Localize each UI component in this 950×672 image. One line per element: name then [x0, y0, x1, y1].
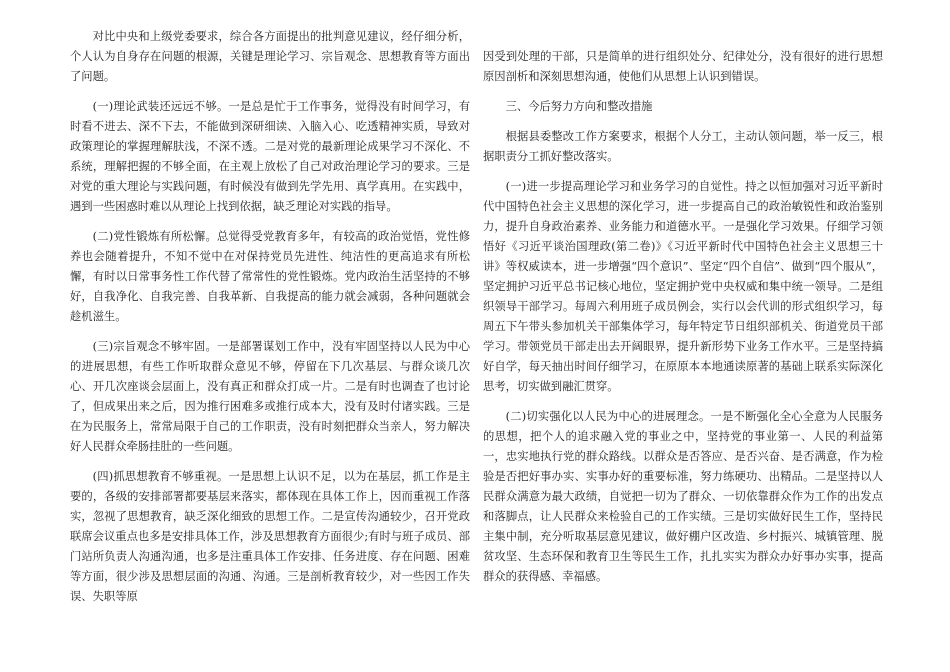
- right-column: [483, 47, 883, 597]
- continuation-paragraph: 因受到处理的干部，只是简单的进行组织处分、纪律处分，没有很好的进行思想原因剖析和深刻思想沟通，使他们从思想上认识到错误。: [483, 50, 883, 83]
- section-theory-paragraph: (一)理论武装还远远不够。一是总是忙于工作事务，觉得没有时间学习，有时看不进去、深不下去，不能做到深研细读、入脑入心、吃透精神实质，导致对政策理论的掌握理解肤浅，不深不透。二是对党的最新理论成果学习不深化、不系统，理解把握的不够全面，在主观上放松了自己对政治理论学习的要求。三是对党的重大理论与实践问题，有时候没有做到先学先用、真学真用。在实践中，遇到一些困惑时难以从理论上找到依据，缺乏理论对实践的指导。: [70, 100, 470, 213]
- section-party-spirit-paragraph: (二)党性锻炼有所松懈。总觉得受党教育多年，有较高的政治觉悟，党性修养也会随着提升，不知不觉中在对保持党员先进性、纯洁性的更高追求有所松懈，有时以日常事务性工作代替了常常性的党性锻炼。党内政治生活坚持的不够好，自我净化、自我完善、自我革新、自我提高的能力就会减弱，各种问题就会趁机滋生。: [70, 230, 470, 323]
- section-heading: 三、今后努力方向和整改措施: [505, 100, 653, 113]
- section-purpose-paragraph: (三)宗旨观念不够牢固。一是部署谋划工作中，没有牢固坚持以人民为中心的进展思想，有些工作听取群众意见不够，停留在下几次基层、与群众谈几次心、开几次座谈会层面上，没有真正和群众打成一片。二是有时也调查了也讨论了，但成果出来之后，因为推行困难多或推行成本大，没有及时付诸实践。三是在为民服务上，常常局限于自己的工作职责，没有时刻把群众当亲人，努力解决好人民群众牵肠挂肚的一些问题。: [70, 340, 470, 453]
- section-ideological-education-paragraph: (四)抓思想教育不够重视。一是思想上认识不足，以为在基层，抓工作是主要的，各级的安排部署都要基层来落实，都体现在具体工作上，因而重视工作落实，忽视了思想教育，缺乏深化细致的思想工作。二是宣传沟通较少，召开党政联席会议重点也多是安排具体工作，涉及思想教育方面很少;有时与班子成员、部门站所负责人沟通沟通，也多是注重具体工作安排、任务进度、存在问题、困难等方面，很少涉及思想层面的沟通、沟通。三是剖析教育较少，对一些因工作失误、失职等原: [70, 470, 470, 603]
- measure-people-centered-paragraph: (二)切实强化以人民为中心的进展理念。一是不断强化全心全意为人民服务的思想，把个人的追求融入党的事业之中，坚持党的事业第一、人民的利益第一，忠实地执行党的群众路线。以群众是否答应、是否兴奋、是否满意，作为检验是否把好事办实、实事办好的重要标准，努力练硬功、出精品。二是坚持以人民群众满意为最大政绩，自觉把一切为了群众、一切依靠群众作为工作的出发点和落脚点，让人民群众来检验自己的工作实绩。三是切实做好民生工作，坚持民主集中制，充分听取基层意见建议，做好棚户区改造、乡村振兴、城镇管理、脱贫攻坚、生态环保和教育卫生等民生工作，扎扎实实为群众办好事办实事，提高群众的获得感、幸福感。: [483, 410, 883, 583]
- intro-paragraph: 对比中央和上级党委要求，综合各方面提出的批判意见建议，经仔细分析，个人认为自身存在问题的根源，关键是理论学习、宗旨观念、思想教育等方面出了问题。: [70, 30, 470, 83]
- rectification-intro-paragraph: 根据县委整改工作方案要求，根据个人分工，主动认领问题，举一反三，根据职责分工抓好整改落实。: [483, 130, 883, 163]
- left-column: [70, 27, 470, 617]
- measure-study-paragraph: (一)进一步提高理论学习和业务学习的自觉性。持之以恒加强对习近平新时代中国特色社会主义思想的深化学习，进一步提高自己的政治敏锐性和政治鉴别力，提升自身政治素养、业务能力和道德水平。一是强化学习效果。仔细学习领悟好《习近平谈治国理政(第二卷)》《习近平新时代中国特色社会主义思想三十讲》等权威读本，进一步增强“四个意识”、坚定“四个自信”、做到“四个服从”，坚定拥护习近平总书记核心地位，坚定拥护党中央权威和集中统一领导。二是组织领导干部学习。每周六利用班子成员例会，实行以会代训的形式组织学习，每周五下午带头参加机关干部集体学习，每年特定节日组织部机关、街道党员干部学习。带领党员干部走出去开阔眼界，提升新形势下业务工作水平。三是坚持搞好自学，每天抽出时间仔细学习，在原原本本地通读原著的基础上联系实际深化思考，切实做到融汇贯穿。: [483, 180, 883, 393]
